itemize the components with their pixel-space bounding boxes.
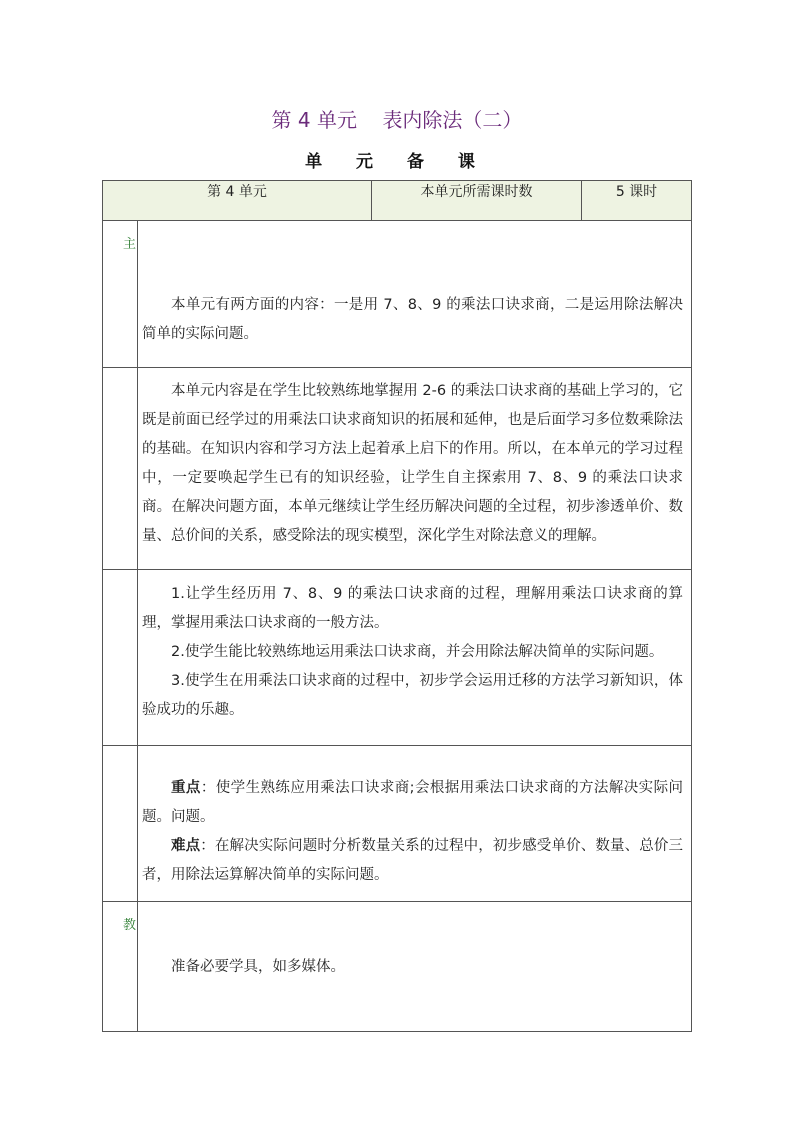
analysis-text: 本单元内容是在学生比较熟练地掌握用 2-6 的乘法口诀求商的基础上学习的，它既是前面已经学过的用乘法口诀求商知识的拓展和延伸，也是后面学习多位数乘除法的基础。在知识内容和学习方法上起着承上启下的作用。所以，在本单元的学习过程中，一定要唤起学生已有的知识经验，让学生自主探索用 7、8、9 的乘法口诀求商。在解决问题方面，本单元继续让学生经历解决问题的全过程，初步渗透单价、数量、总价间的关系，感受除法的现实模型，深化学生对除法意义的理解。: [142, 383, 683, 544]
goal-item-2: 2.使学生能比较熟练地运用乘法口诀求商，并会用除法解决简单的实际问题。: [171, 644, 664, 660]
content-text: 本单元有两方面的内容：一是用 7、8、9 的乘法口诀求商，二是运用除法解决简单的实际问题。: [142, 297, 683, 342]
difficulty-label: 难点: [171, 838, 201, 854]
prep-text: 准备必要学具，如多媒体。: [171, 959, 345, 975]
content-cell: [138, 221, 692, 368]
goals-cell: [138, 570, 692, 746]
document-title: [0, 104, 794, 133]
key-point-text: ：使学生熟练应用乘法口诀求商;会根据用乘法口诀求商的方法解决实际问题。问题。: [142, 780, 684, 825]
header-hours-label: 本单元所需课时数: [372, 181, 582, 221]
analysis-cell: [138, 368, 692, 570]
header-row: [103, 181, 692, 221]
goal-item-3: 3.使学生在用乘法口诀求商的过程中，初步学会运用迁移的方法学习新知识，体验成功的乐趣。: [142, 673, 683, 718]
analysis-row: [103, 368, 692, 570]
content-label-cell: [103, 221, 138, 368]
prep-label: 教: [123, 918, 137, 933]
goals-row: [103, 570, 692, 746]
title-topic: 表内除法（二）: [382, 108, 523, 132]
content-label: 主: [123, 237, 137, 252]
content-row: [103, 221, 692, 368]
goals-label-cell: [103, 570, 138, 746]
header-hours-value: 5 课时: [582, 181, 692, 221]
prep-label-cell: [103, 902, 138, 1032]
document-subtitle: 单 元 备 课: [305, 152, 489, 172]
keypoints-row: [103, 746, 692, 902]
unit-plan-table: [102, 180, 692, 1032]
keypoints-label-cell: [103, 746, 138, 902]
key-point-label: 重点: [171, 780, 201, 796]
analysis-label-cell: [103, 368, 138, 570]
header-unit: 第 4 单元: [103, 181, 372, 221]
keypoints-cell: [138, 746, 692, 902]
key-point: [142, 774, 683, 832]
prep-cell: [138, 902, 692, 1032]
prep-row: [103, 902, 692, 1032]
difficulty: [142, 832, 683, 890]
title-unit: 第 4 单元: [271, 108, 357, 132]
difficulty-text: ：在解决实际问题时分析数量关系的过程中，初步感受单价、数量、总价三者，用除法运算解决简单的实际问题。: [142, 838, 683, 883]
goal-item-1: 1.让学生经历用 7、8、9 的乘法口诀求商的过程，理解用乘法口诀求商的算理，掌握用乘法口诀求商的一般方法。: [142, 586, 683, 631]
